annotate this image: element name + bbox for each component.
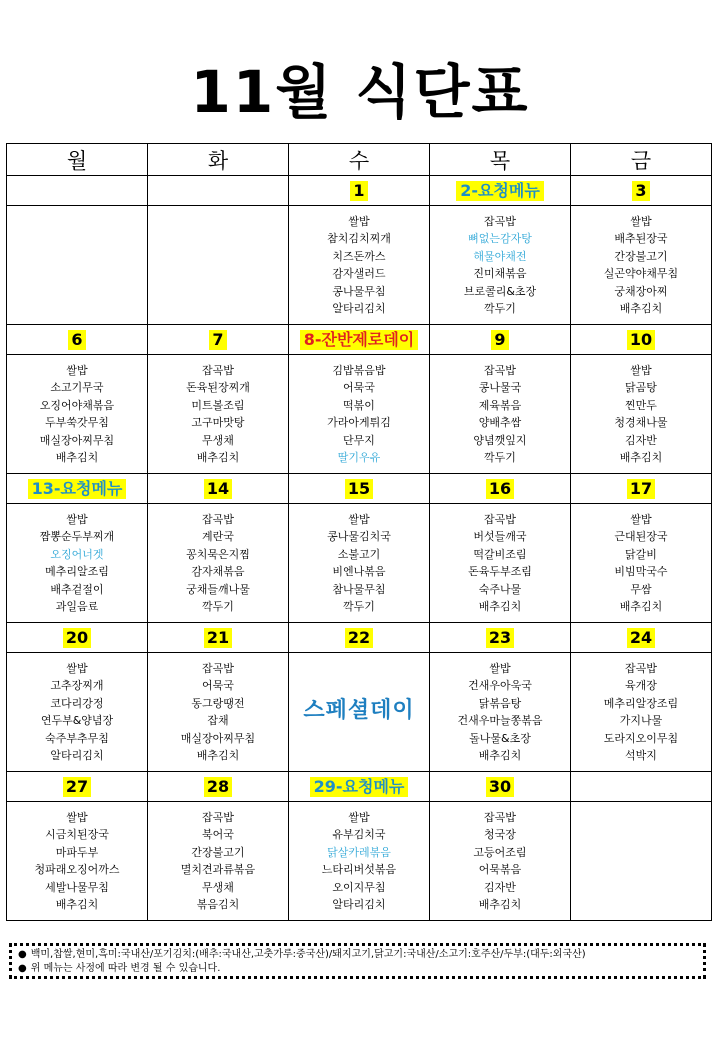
menu-item: 쌀밥	[66, 810, 88, 824]
note-change-text: 위 메뉴는 사정에 따라 변경 될 수 있습니다.	[30, 962, 221, 974]
menu-item: 뼈없는감자탕	[468, 232, 532, 245]
menu-item: 청국장	[484, 828, 516, 841]
menu-item: 세발나물무침	[45, 880, 109, 894]
menu-cell-tue	[148, 653, 289, 772]
menu-item: 육개장	[625, 679, 657, 692]
menu-item: 알타리김치	[50, 749, 104, 762]
menu-cell-wed	[289, 355, 430, 474]
menu-item: 참나물무침	[332, 582, 386, 596]
menu-item: 배추김치	[55, 898, 99, 911]
menu-item: 쌀밥	[630, 512, 652, 526]
date-cell-tue	[148, 325, 289, 355]
date-cell-tue	[148, 176, 289, 206]
date-cell-mon	[7, 623, 148, 653]
note-origin-text: 백미,찹쌀,현미,흑미:국내산/포기김치:(배추:국내산,고춧가루:중국산)/돼지고기,닭고기:국내산/소고기:호주산/두부:(대두:외국산)	[30, 949, 586, 960]
day-header-fri: 금	[571, 144, 712, 176]
menu-item: 궁채들깨나물	[186, 582, 250, 596]
menu-item: 어묵볶음	[478, 863, 522, 876]
menu-item: 고등어조림	[473, 845, 527, 859]
menu-item: 김자반	[484, 880, 516, 894]
menu-item: 단무지	[343, 433, 375, 447]
date-cell-mon	[7, 474, 148, 504]
menu-item: 동그랑땡전	[191, 696, 245, 710]
menu-item: 어묵국	[202, 679, 234, 692]
menu-item: 배추김치	[619, 302, 663, 315]
menu-item: 잡곡밥	[202, 810, 234, 824]
menu-item: 실곤약야채무침	[603, 267, 679, 280]
menu-item: 배추김치	[478, 600, 522, 613]
menu-item: 청경채나물	[614, 416, 668, 429]
menu-item: 석박지	[625, 749, 657, 762]
menu-item: 해물야채전	[473, 249, 527, 263]
menu-item: 닭볶음탕	[478, 696, 522, 710]
date-label: 28	[204, 777, 232, 797]
menu-cell-fri	[571, 653, 712, 772]
menu-item: 버섯들깨국	[473, 530, 527, 543]
menu-item: 비엔나볶음	[332, 565, 386, 578]
menu-item: 쌀밥	[630, 363, 652, 377]
menu-cell-mon	[7, 355, 148, 474]
menu-item: 배추김치	[619, 600, 663, 613]
menu-item: 매실장아찌무침	[39, 433, 115, 447]
menu-item: 잡곡밥	[202, 363, 234, 377]
menu-item: 제육볶음	[478, 398, 522, 412]
menu-row	[7, 802, 712, 921]
menu-cell-thu	[430, 504, 571, 623]
menu-item: 배추된장국	[614, 232, 668, 245]
date-cell-mon	[7, 325, 148, 355]
menu-item: 깍두기	[343, 600, 375, 613]
menu-item: 돈육두부조림	[468, 565, 532, 578]
date-row	[7, 623, 712, 653]
menu-cell-tue	[148, 355, 289, 474]
date-label: 3	[632, 181, 649, 201]
menu-item: 연두부&양념장	[40, 714, 114, 727]
menu-item: 비빔막국수	[614, 565, 668, 578]
date-label: 8-잔반제로데이	[300, 330, 419, 350]
date-row	[7, 474, 712, 504]
day-header-wed: 수	[289, 144, 430, 176]
menu-table	[6, 143, 712, 921]
menu-item: 찐만두	[625, 398, 657, 412]
date-cell-tue	[148, 623, 289, 653]
menu-cell-tue	[148, 504, 289, 623]
date-label: 13-요청메뉴	[28, 479, 127, 499]
date-label: 23	[486, 628, 514, 648]
menu-item: 알타리김치	[332, 302, 386, 315]
menu-row	[7, 355, 712, 474]
menu-item: 쌀밥	[489, 661, 511, 675]
date-cell-wed	[289, 325, 430, 355]
menu-item: 건새우마늘쫑볶음	[457, 714, 543, 727]
menu-item: 감자채볶음	[191, 565, 245, 578]
menu-item: 배추김치	[196, 451, 240, 464]
menu-item: 배추겉절이	[50, 582, 104, 596]
menu-item: 오이지무침	[332, 880, 386, 894]
menu-item: 무생채	[202, 433, 234, 447]
date-label: 30	[486, 777, 514, 797]
date-row	[7, 325, 712, 355]
menu-item: 가라아게튀김	[327, 416, 391, 429]
menu-item: 숙주나물	[478, 582, 522, 596]
menu-item: 어묵국	[343, 381, 375, 394]
menu-item: 배추김치	[55, 451, 99, 464]
menu-item: 메추리알장조림	[603, 696, 679, 710]
date-label: 24	[627, 628, 655, 648]
menu-item: 쌀밥	[348, 214, 370, 228]
date-label: 10	[627, 330, 655, 350]
menu-item: 김밥볶음밥	[332, 363, 386, 377]
menu-item: 떡갈비조림	[473, 547, 527, 561]
menu-row	[7, 653, 712, 772]
menu-cell-thu	[430, 355, 571, 474]
menu-item: 미트볼조림	[191, 398, 245, 412]
menu-item: 떡볶이	[343, 398, 375, 412]
menu-cell-mon	[7, 653, 148, 772]
date-label: 6	[68, 330, 85, 350]
menu-cell-fri	[571, 504, 712, 623]
menu-cell-wed	[289, 504, 430, 623]
menu-body	[7, 176, 712, 921]
menu-item: 잡곡밥	[484, 363, 516, 377]
date-label: 29-요청메뉴	[310, 777, 409, 797]
menu-item: 쌀밥	[348, 810, 370, 824]
date-label: 22	[345, 628, 373, 648]
menu-item: 김자반	[625, 433, 657, 447]
menu-item: 닭살카레볶음	[327, 845, 391, 859]
bullet-icon: ●	[18, 949, 27, 960]
date-cell-wed	[289, 623, 430, 653]
date-cell-wed	[289, 474, 430, 504]
notes-box	[9, 943, 706, 979]
menu-item: 돌나물&초장	[469, 731, 531, 745]
date-label: 14	[204, 479, 232, 499]
menu-item: 숙주부추무침	[45, 731, 109, 745]
menu-item: 코다리강정	[50, 696, 104, 710]
menu-item: 알타리김치	[332, 898, 386, 911]
menu-cell-fri	[571, 802, 712, 921]
date-row	[7, 176, 712, 206]
date-label: 7	[209, 330, 226, 350]
menu-item: 감자샐러드	[332, 267, 386, 280]
menu-item: 콩나물국	[478, 381, 522, 394]
menu-item: 콩나물김치국	[327, 530, 391, 543]
menu-item: 참치김치찌개	[327, 232, 391, 245]
date-label: 17	[627, 479, 655, 499]
date-cell-fri	[571, 772, 712, 802]
menu-item: 콩나물무침	[332, 284, 386, 298]
menu-item: 양배추쌈	[478, 416, 522, 429]
date-label: 27	[63, 777, 91, 797]
menu-item: 고추장찌개	[50, 679, 104, 692]
menu-item: 쌀밥	[348, 512, 370, 526]
date-label: 9	[491, 330, 508, 350]
menu-item: 꽁치묵은지찜	[186, 547, 250, 561]
menu-item: 잡곡밥	[625, 661, 657, 675]
menu-item: 쌀밥	[66, 512, 88, 526]
date-cell-mon	[7, 176, 148, 206]
menu-item: 양념깻잎지	[473, 433, 527, 447]
menu-cell-wed	[289, 653, 430, 772]
menu-cell-tue	[148, 206, 289, 325]
menu-item: 깍두기	[484, 302, 516, 315]
menu-item: 오징어야채볶음	[39, 398, 115, 412]
menu-item: 고구마맛탕	[191, 416, 245, 429]
date-label: 1	[350, 181, 367, 201]
day-header-mon: 월	[7, 144, 148, 176]
menu-item: 근대된장국	[614, 530, 668, 543]
menu-item: 치즈돈까스	[332, 249, 386, 263]
menu-cell-thu	[430, 206, 571, 325]
menu-cell-fri	[571, 355, 712, 474]
menu-item: 가지나물	[619, 714, 663, 727]
menu-cell-mon	[7, 802, 148, 921]
menu-cell-thu	[430, 653, 571, 772]
date-label: 21	[204, 628, 232, 648]
date-cell-thu	[430, 325, 571, 355]
menu-item: 북어국	[202, 828, 234, 841]
menu-item: 닭곰탕	[625, 381, 657, 394]
menu-item: 잡곡밥	[202, 512, 234, 526]
date-cell-fri	[571, 176, 712, 206]
menu-item: 깍두기	[484, 451, 516, 464]
day-header-row	[7, 144, 712, 176]
date-cell-tue	[148, 772, 289, 802]
menu-cell-mon	[7, 504, 148, 623]
date-label: 15	[345, 479, 373, 499]
menu-item: 잡채	[207, 714, 229, 727]
menu-item: 브로콜리&초장	[463, 284, 537, 298]
menu-item: 과일음료	[55, 600, 99, 613]
menu-item: 배추김치	[478, 749, 522, 762]
special-day-label: 스페셜데이	[303, 697, 415, 723]
menu-item: 간장불고기	[191, 845, 245, 859]
date-cell-thu	[430, 623, 571, 653]
menu-item: 쌀밥	[66, 661, 88, 675]
menu-item: 느타리버섯볶음	[321, 863, 397, 876]
menu-item: 두부쑥갓무침	[45, 416, 109, 429]
menu-cell-tue	[148, 802, 289, 921]
menu-item: 볶음김치	[196, 898, 240, 911]
menu-item: 도라지오이무침	[603, 731, 679, 745]
date-cell-wed	[289, 772, 430, 802]
menu-item: 배추김치	[196, 749, 240, 762]
menu-item: 메추리알조림	[45, 565, 109, 578]
date-cell-thu	[430, 772, 571, 802]
menu-item: 오징어너겟	[50, 547, 104, 561]
menu-cell-thu	[430, 802, 571, 921]
menu-item: 매실장아찌무침	[180, 731, 256, 745]
date-label: 16	[486, 479, 514, 499]
menu-item: 짬뽕순두부찌개	[39, 530, 115, 543]
date-cell-mon	[7, 772, 148, 802]
menu-item: 무생채	[202, 880, 234, 894]
bullet-icon: ●	[18, 962, 27, 974]
menu-item: 깍두기	[202, 600, 234, 613]
menu-item: 건새우아욱국	[468, 679, 532, 692]
menu-item: 배추김치	[619, 451, 663, 464]
menu-item: 청파래오징어까스	[34, 863, 120, 876]
menu-item: 쌀밥	[66, 363, 88, 377]
date-row	[7, 772, 712, 802]
menu-item: 잡곡밥	[484, 810, 516, 824]
date-cell-tue	[148, 474, 289, 504]
menu-item: 진미채볶음	[473, 267, 527, 280]
menu-item: 무쌈	[630, 582, 652, 596]
note-line-change	[18, 962, 703, 976]
date-label: 20	[63, 628, 91, 648]
date-cell-fri	[571, 623, 712, 653]
menu-item: 잡곡밥	[484, 214, 516, 228]
menu-cell-mon	[7, 206, 148, 325]
menu-row	[7, 206, 712, 325]
menu-item: 쌀밥	[630, 214, 652, 228]
date-cell-thu	[430, 176, 571, 206]
menu-item: 돈육된장찌개	[186, 381, 250, 394]
menu-item: 잡곡밥	[484, 512, 516, 526]
page-title: 11월 식단표	[190, 58, 530, 126]
menu-item: 유부김치국	[332, 828, 386, 841]
menu-row	[7, 504, 712, 623]
menu-item: 멸치견과류볶음	[180, 863, 256, 876]
menu-item: 배추김치	[478, 898, 522, 911]
menu-cell-wed	[289, 206, 430, 325]
date-cell-fri	[571, 474, 712, 504]
menu-item: 계란국	[202, 530, 234, 543]
menu-item: 닭갈비	[625, 547, 657, 561]
day-header-tue: 화	[148, 144, 289, 176]
menu-item: 간장불고기	[614, 249, 668, 263]
menu-item: 마파두부	[55, 845, 99, 859]
menu-cell-fri	[571, 206, 712, 325]
menu-cell-wed	[289, 802, 430, 921]
note-line-origin	[18, 948, 703, 962]
date-cell-wed	[289, 176, 430, 206]
menu-item: 잡곡밥	[202, 661, 234, 675]
menu-item: 소불고기	[337, 547, 381, 561]
date-cell-fri	[571, 325, 712, 355]
date-cell-thu	[430, 474, 571, 504]
menu-item: 소고기무국	[50, 381, 104, 394]
date-label: 2-요청메뉴	[456, 181, 544, 201]
day-header-thu: 목	[430, 144, 571, 176]
menu-item: 궁채장아찌	[614, 284, 668, 298]
menu-item: 시금치된장국	[45, 828, 109, 841]
menu-item: 딸기우유	[337, 451, 381, 464]
